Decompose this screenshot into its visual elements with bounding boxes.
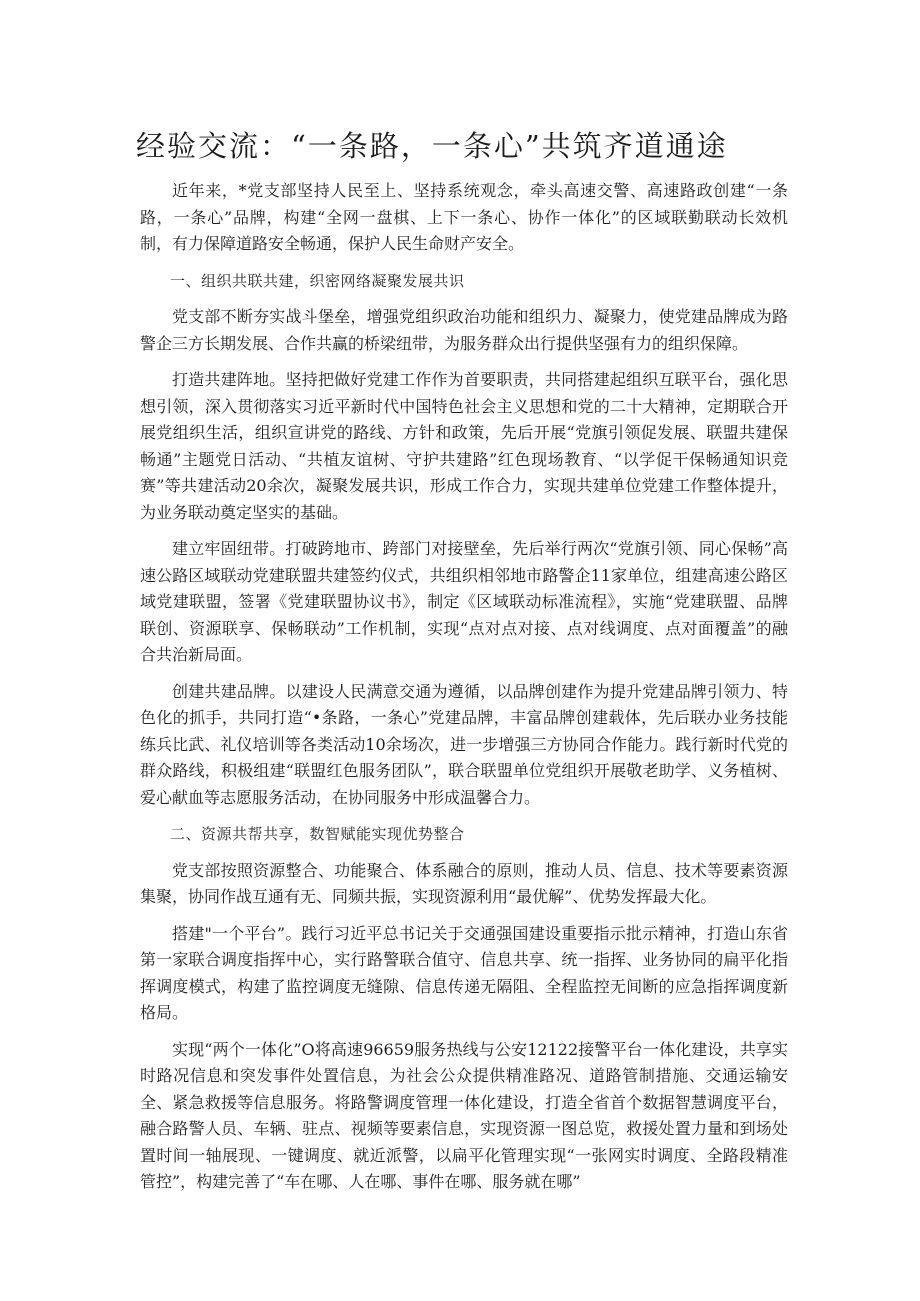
section-2-paragraph: 搭建"一个平台”。践行习近平总书记关于交通强国建设重要指示批示精神，打造山东省第一家联合调度指挥中心，实行路警联合值守、信息共享、统一指挥、业务协同的扁平化指挥调度模式，构建了监控调度无缝隙、信息传递无隔阻、全程监控无间断的应急指挥调度新格局。 xyxy=(140,923,788,1022)
section-2-paragraph: 实现“两个一体化”O将高速96659服务热线与公安12122接警平台一体化建设，共享实时路况信息和突发事件处置信息，为社会公众提供精准路况、道路管制措施、交通运输安全、紧急救援等信息服务。将路警调度管理一体化建设，打造全省首个数据智慧调度平台，融合路警人员、车辆、驻点、视频等要素信息，实现资源一图总览，救援处置力量和到场处置时间一轴展现、一键调度、就近派警，以扁平化管理实现“一张网实时调度、全路段精准管控”，构建完善了“车在哪、人在哪、事件在哪、服务就在哪” xyxy=(140,1039,788,1191)
section-2-paragraph: 党支部按照资源整合、功能聚合、体系融合的原则，推动人员、信息、技术等要素资源集聚，协同作战互通有无、同频共振，实现资源利用“最优解”、优势发挥最大化。 xyxy=(140,860,788,906)
document-body xyxy=(140,178,788,1206)
document-title: 经验交流：“一条路，一条心”共筑齐道通途 xyxy=(136,129,728,163)
section-1-paragraph: 建立牢固纽带。打破跨地市、跨部门对接壁垒，先后举行两次“党旗引领、同心保畅”高速公路区域联动党建联盟共建签约仪式，共组织相邻地市路警企11家单位，组建高速公路区域党建联盟，签署《党建联盟协议书》，制定《区域联动标准流程》，实施“党建联盟、品牌联创、资源联享、保畅联动”工作机制，实现“点对点对接、点对线调度、点对面覆盖”的融合共治新局面。 xyxy=(140,539,788,664)
section-1-paragraph: 打造共建阵地。坚持把做好党建工作作为首要职责，共同搭建起组织互联平台，强化思想引领，深入贯彻落实习近平新时代中国特色社会主义思想和党的二十大精神，定期联合开展党组织生活，组织宣讲党的路线、方针和政策，先后开展“党旗引领促发展、联盟共建保畅通”主题党日活动、“共植友谊树、守护共建路”红色现场教育、“以学促干保畅通知识竞赛”等共建活动20余次，凝聚发展共识，形成工作合力，实现共建单位党建工作整体提升，为业务联动奠定坚实的基础。 xyxy=(140,370,788,522)
section-2-heading: 二、资源共帮共享，数智赋能实现优势整合 xyxy=(170,825,465,843)
section-1-heading: 一、组织共联共建，织密网络凝聚发展共识 xyxy=(170,271,465,290)
intro-paragraph: 近年来，*党支部坚持人民至上、坚持系统观念，牵头高速交警、高速路政创建“一条路，一条心”品牌，构建“全网一盘棋、上下一条心、协作一体化”的区域联勤联动长效机制，有力保障道路安全畅通，保护人民生命财产安全。 xyxy=(140,181,788,253)
section-1-paragraph: 党支部不断夯实战斗堡垒，增强党组织政治功能和组织力、凝聚力，使党建品牌成为路警企三方长期发展、合作共赢的桥梁纽带，为服务群众出行提供坚强有力的组织保障。 xyxy=(140,307,788,353)
section-1-paragraph: 创建共建品牌。以建设人民满意交通为遵循，以品牌创建作为提升党建品牌引领力、特色化的抓手，共同打造“•条路，一条心”党建品牌，丰富品牌创建载体，先后联办业务技能练兵比武、礼仪培训等各类活动10余场次，进一步增强三方协同合作能力。践行新时代党的群众路线，积极组建“联盟红色服务团队”，联合联盟单位党组织开展敬老助学、义务植树、爱心献血等志愿服务活动，在协同服务中形成温馨合力。 xyxy=(140,681,788,807)
